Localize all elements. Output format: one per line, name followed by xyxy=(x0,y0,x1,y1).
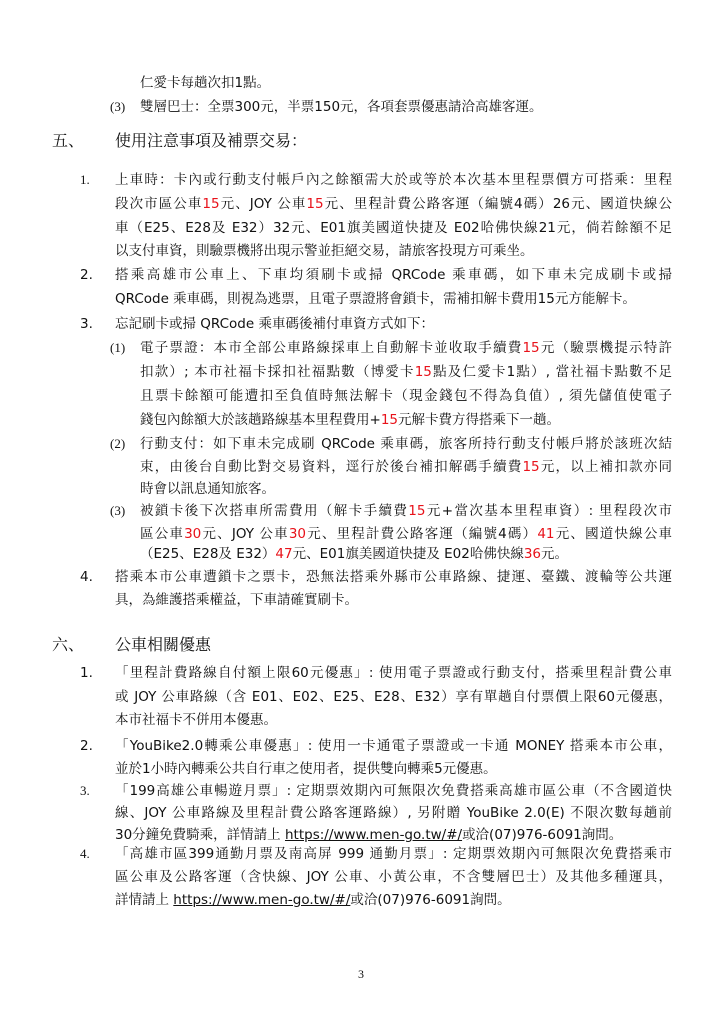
text-line xyxy=(140,545,568,563)
text-line xyxy=(115,171,672,189)
text-line xyxy=(115,664,672,682)
list-item-number: 2. xyxy=(80,738,93,754)
highlighted-amount: 15 xyxy=(306,196,324,212)
highlighted-amount: 15 xyxy=(380,412,398,428)
text-line xyxy=(140,458,672,476)
text-line xyxy=(140,74,270,92)
text-line xyxy=(115,737,672,755)
text-line xyxy=(140,98,543,116)
highlighted-amount: 15 xyxy=(408,503,426,519)
text-line xyxy=(115,782,672,800)
list-item-number: (3) xyxy=(110,503,126,518)
text-segment: 段次市區公車 xyxy=(115,196,203,212)
text-segment: 元、JOY 公車 xyxy=(201,526,289,542)
text-segment: 線、JOY 公車路線及里程計費公路客運路線）, 另附贈 YouBike 2.0(E) 不限次數每趟前 xyxy=(115,805,672,821)
text-segment: 且票卡餘額可能遭扣至負值時無法解卡（現金錢包不得為負值）, 須先儲值使電子 xyxy=(140,388,672,404)
text-segment: 元、E01旗美國道快捷及 E02哈佛快線 xyxy=(292,546,524,562)
highlighted-amount: 15 xyxy=(522,340,540,356)
text-line xyxy=(115,568,672,586)
list-item-number: 3. xyxy=(80,783,90,798)
text-segment: 「里程計費路線自付額上限60元優惠」: 使用電子票證或行動支付，搭乘里程計費公車 xyxy=(115,665,672,681)
text-segment: 元，以上補扣款亦同 xyxy=(539,459,673,475)
text-segment: 錢包內餘額大於該趟路線基本里程費用+ xyxy=(140,412,381,428)
list-item-number: 4. xyxy=(80,846,90,861)
text-segment: 扣款）; 本市社福卡採扣社福點數（博愛卡 xyxy=(140,364,415,380)
heading-number: 五、 xyxy=(52,131,85,150)
text-segment: 車（E25、E28及 E32）32元、E01旗美國道快捷及 E02哈佛快線21元，倘若餘額不足 xyxy=(115,220,672,236)
text-segment: 束，由後台自動比對交易資料，逕行於後台補扣解碼手續費 xyxy=(140,459,523,475)
text-line xyxy=(140,435,672,453)
text-line xyxy=(140,387,672,405)
text-segment: 搭乘高雄市公車上、下車均須刷卡或掃 QRCode 乘車碼，如下車未完成刷卡或掃 xyxy=(115,267,672,283)
text-segment: 「高雄市區399通勤月票及南高屏 999 通勤月票」: 定期票效期內可無限次免費搭乘市 xyxy=(115,846,672,862)
text-line xyxy=(115,688,672,706)
text-segment: 元解卡費方得搭乘下一趟。 xyxy=(398,412,560,428)
text-segment: 電子票證：本市全部公車路線採車上自動解卡並收取手續費 xyxy=(140,340,523,356)
heading-title: 使用注意事項及補票交易： xyxy=(115,131,308,150)
list-item-number: 1. xyxy=(80,172,90,187)
text-segment: 區公車 xyxy=(140,526,185,542)
text-line xyxy=(140,411,560,429)
website-link[interactable]: https://www.men-go.tw/#/ xyxy=(284,827,463,843)
highlighted-amount: 30 xyxy=(184,526,202,542)
text-segment: 上車時：卡內或行動支付帳戶內之餘額需大於或等於本次基本里程票價方可搭乘：里程 xyxy=(115,172,672,188)
text-segment: QRCode 乘車碼，則視為逃票，且電子票證將會鎖卡，需補扣解卡費用15元方能解卡。 xyxy=(115,291,636,307)
text-line xyxy=(115,868,672,886)
text-segment: 元、國道快線公車 xyxy=(554,526,673,542)
text-segment: 「YouBike2.0轉乘公車優惠」: 使用一卡通電子票證或一卡通 MONEY 搭乘本市公車， xyxy=(115,738,672,754)
text-line xyxy=(140,525,672,543)
text-line xyxy=(115,591,358,609)
heading-title: 公車相關優惠 xyxy=(115,635,212,654)
text-segment: 點及仁愛卡1點）, 當社福卡點數不足 xyxy=(431,364,673,380)
text-line xyxy=(115,290,636,308)
text-segment: 元、里程計費公路客運（編號4碼）26元、國道快線公 xyxy=(323,196,672,212)
text-segment: 並於1小時內轉乘公共自行車之使用者，提供雙向轉乘5元優惠。 xyxy=(115,761,497,777)
list-item-number: 1. xyxy=(80,665,93,681)
text-segment: 搭乘本市公車遭鎖卡之票卡，恐無法搭乘外縣市公車路線、捷運、臺鐵、渡輪等公共運 xyxy=(115,569,672,585)
text-segment: 詳情請上 xyxy=(115,892,174,908)
list-item-number: (2) xyxy=(110,436,126,451)
highlighted-amount: 36 xyxy=(523,546,542,562)
list-item-number: 3. xyxy=(80,316,93,332)
highlighted-amount: 30 xyxy=(288,526,306,542)
heading-number: 六、 xyxy=(52,635,85,654)
highlighted-amount: 15 xyxy=(522,459,540,475)
text-segment: 元+當次基本里程車資）: 里程段次市 xyxy=(425,503,672,519)
text-segment: 「199高雄公車暢遊月票」: 定期票效期內可無限次免費搭乘高雄市區公車（不含國道快 xyxy=(115,783,672,799)
text-line xyxy=(140,363,672,381)
highlighted-amount: 15 xyxy=(414,364,432,380)
text-line xyxy=(115,195,672,213)
list-item-number: 4. xyxy=(80,569,93,585)
text-segment: 元。 xyxy=(541,546,569,562)
text-line xyxy=(140,502,672,520)
highlighted-amount: 41 xyxy=(537,526,555,542)
list-item-number: (3) xyxy=(110,99,126,114)
text-segment: 或 JOY 公車路線（含 E01、E02、E25、E28、E32）享有單趟自付票價上限60元優惠， xyxy=(115,689,672,705)
text-segment: 行動支付：如下車未完成刷 QRCode 乘車碼，旅客所持行動支付帳戶將於該班次結 xyxy=(140,436,672,452)
text-segment: 被鎖卡後下次搭車所需費用（解卡手續費 xyxy=(140,503,409,519)
text-segment: 30分鐘免費騎乘，詳情請上 xyxy=(115,827,285,843)
text-line xyxy=(115,891,511,909)
text-line xyxy=(115,242,534,260)
text-segment: 本市社福卡不併用本優惠。 xyxy=(115,712,277,728)
text-line xyxy=(140,480,275,498)
text-line xyxy=(115,845,672,863)
text-segment: （E25、E28及 E32） xyxy=(140,546,276,562)
text-segment: 或洽(07)976-6091詢問。 xyxy=(462,827,623,843)
text-segment: 忘記刷卡或掃 QRCode 乘車碼後補付車資方式如下： xyxy=(115,316,434,332)
text-segment: 區公車及公路客運（含快線、JOY 公車、小黃公車，不含雙層巴士）及其他多種運具， xyxy=(115,869,672,885)
list-item-number: (1) xyxy=(110,340,126,355)
highlighted-amount: 47 xyxy=(275,546,293,562)
text-segment: 元、里程計費公路客運（編號4碼） xyxy=(306,526,538,542)
text-line xyxy=(115,711,277,729)
website-link[interactable]: https://www.men-go.tw/#/ xyxy=(173,892,351,908)
list-item-number: 2. xyxy=(80,267,93,283)
text-segment: 或洽(07)976-6091詢問。 xyxy=(350,892,511,908)
text-line xyxy=(115,826,622,844)
text-line xyxy=(115,219,672,237)
page-number: 3 xyxy=(358,967,364,981)
highlighted-amount: 15 xyxy=(202,196,220,212)
text-segment: 具，為維護搭乘權益，下車請確實刷卡。 xyxy=(115,592,358,608)
text-segment: 元（驗票機提示特許 xyxy=(539,340,673,356)
text-line xyxy=(115,266,672,284)
text-line xyxy=(140,339,672,357)
text-segment: 元、JOY 公車 xyxy=(219,196,307,212)
text-line xyxy=(115,804,672,822)
text-segment: 以支付車資，則驗票機將出現示警並拒絕交易，請旅客投現方可乘坐。 xyxy=(115,243,534,259)
text-segment: 雙層巴士：全票300元，半票150元，各項套票優惠請洽高雄客運。 xyxy=(140,99,543,115)
text-segment: 時會以訊息通知旅客。 xyxy=(140,481,275,497)
text-line xyxy=(115,315,434,333)
text-segment: 仁愛卡每趟次扣1點。 xyxy=(140,75,271,91)
text-line xyxy=(115,760,497,778)
